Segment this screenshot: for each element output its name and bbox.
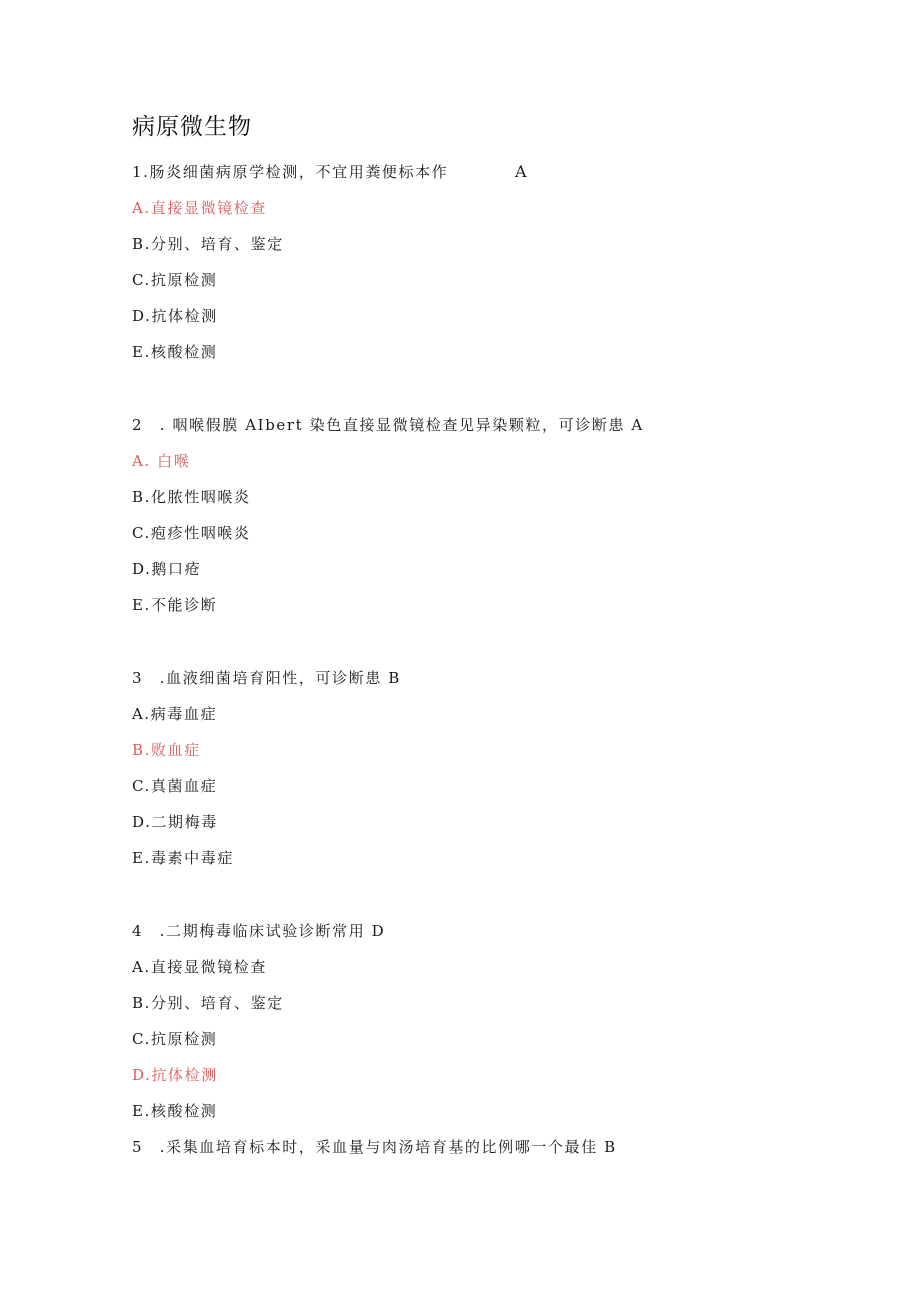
question-4-option-e: E.核酸检测 (132, 1102, 218, 1120)
question-1-option-c: C.抗原检测 (132, 271, 218, 289)
question-3-option-d: D.二期梅毒 (132, 813, 218, 831)
question-3-option-e: E.毒素中毒症 (132, 849, 234, 867)
question-4-option-b: B.分别、培育、鉴定 (132, 994, 284, 1012)
question-2-option-a: A. 白喉 (132, 452, 191, 470)
question-1-answer: A (515, 162, 527, 181)
page-title: 病原微生物 (132, 114, 252, 140)
question-2-option-e: E.不能诊断 (132, 596, 218, 614)
question-1-stem: 1.肠炎细菌病原学检测，不宜用粪便标本作 (132, 163, 449, 181)
question-2-option-d: D.鹅口疮 (132, 560, 202, 578)
question-4-option-c: C.抗原检测 (132, 1030, 218, 1048)
question-4-stem: 4 .二期梅毒临床试验诊断常用 D (132, 922, 386, 940)
question-1-option-d: D.抗体检测 (132, 307, 218, 325)
question-4-option-d: D.抗体检测 (132, 1066, 218, 1084)
question-4-option-a: A.直接显微镜检查 (132, 958, 268, 976)
question-1-option-b: B.分别、培育、鉴定 (132, 235, 284, 253)
question-2-option-b: B.化脓性咽喉炎 (132, 488, 251, 506)
question-3-option-b: B.败血症 (132, 741, 201, 759)
question-3-stem: 3 .血液细菌培育阳性，可诊断患 B (132, 669, 401, 687)
question-3-option-a: A.病毒血症 (132, 705, 218, 723)
question-2-stem: 2 . 咽喉假膜 AIbert 染色直接显微镜检查见异染颗粒，可诊断患 A (132, 416, 644, 434)
question-5-stem: 5 .采集血培育标本时，采血量与肉汤培育基的比例哪一个最佳 B (132, 1138, 617, 1156)
question-3-option-c: C.真菌血症 (132, 777, 218, 795)
question-1-option-a: A.直接显微镜检查 (132, 199, 268, 217)
question-1-option-e: E.核酸检测 (132, 343, 218, 361)
question-2-option-c: C.疱疹性咽喉炎 (132, 524, 251, 542)
